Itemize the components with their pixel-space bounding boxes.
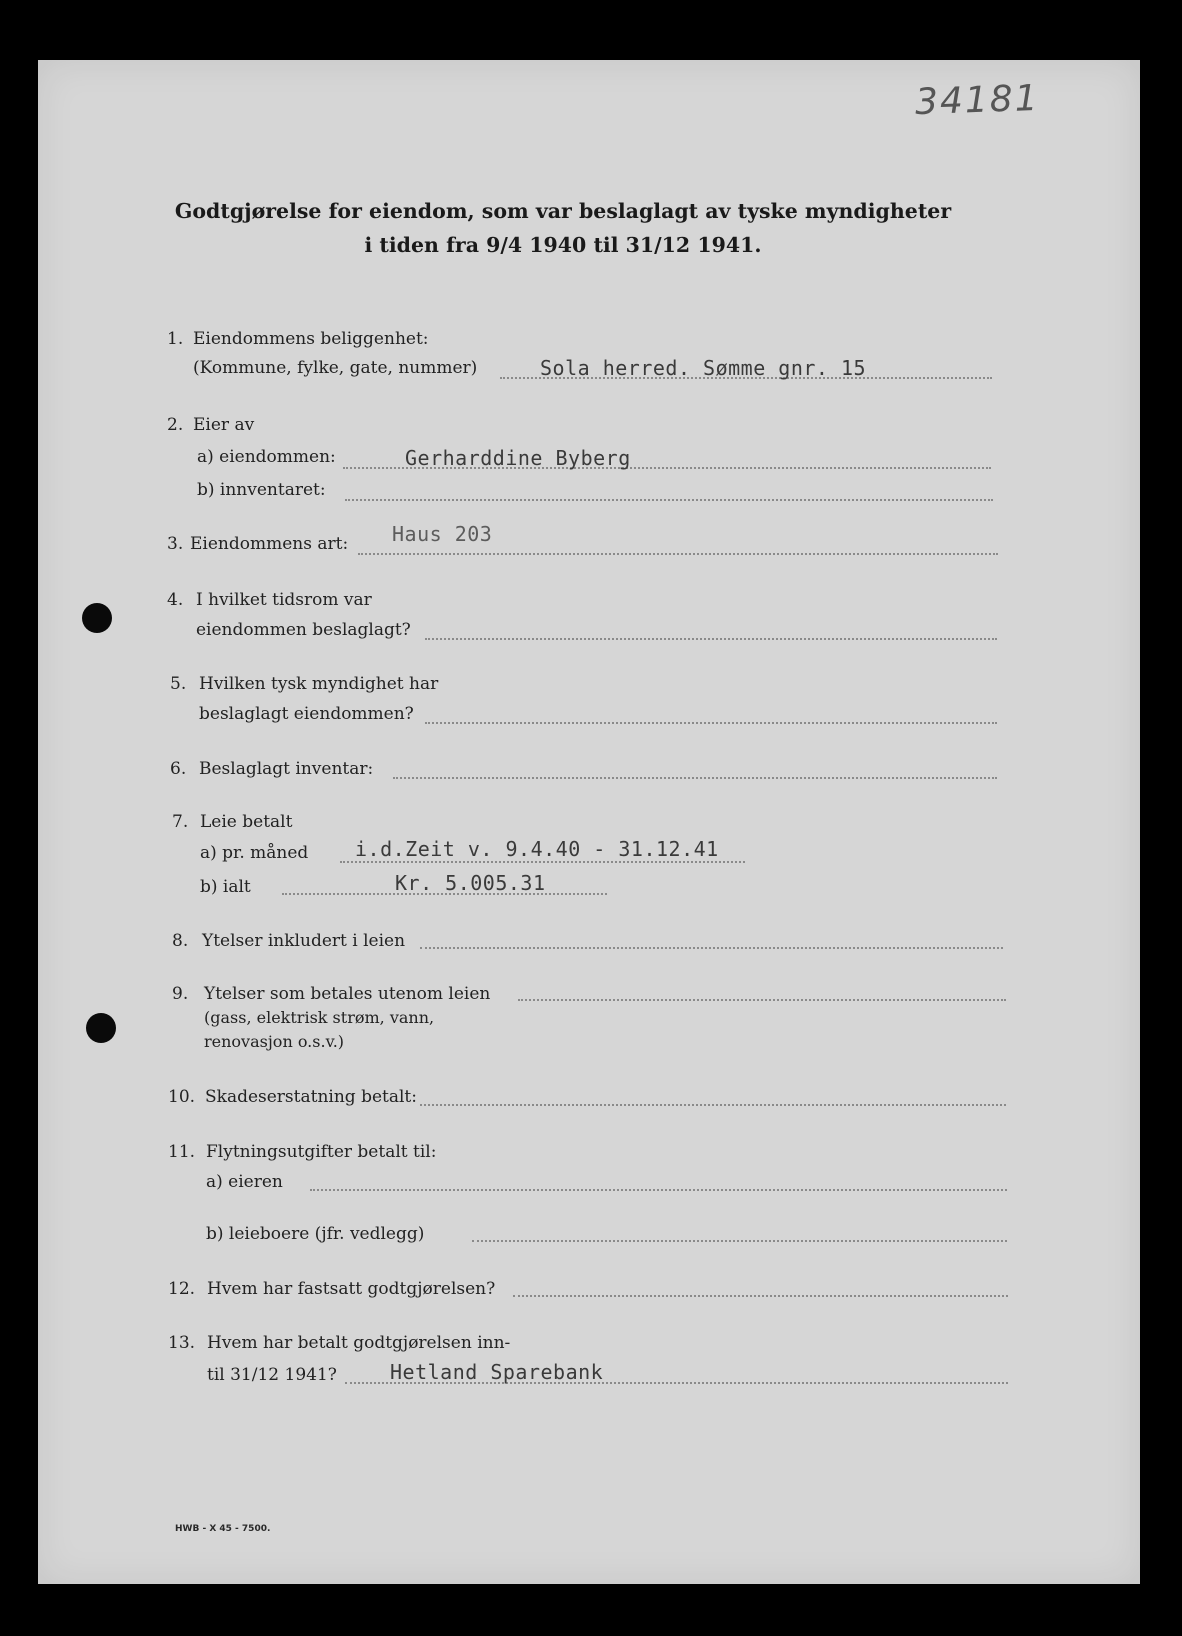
q12-number: 12. <box>168 1279 196 1299</box>
q2b-label: b) innventaret: <box>197 480 326 500</box>
q4-sublabel: eiendommen beslaglagt? <box>196 620 411 640</box>
q1-sublabel: (Kommune, fylke, gate, nummer) <box>193 358 478 378</box>
q9-label: Ytelser som betales utenom leien <box>204 984 491 1004</box>
q2-number: 2. <box>167 415 184 435</box>
punch-hole-bottom <box>86 1013 116 1043</box>
q7a-dotted-line <box>340 861 745 863</box>
q10-label: Skadeserstatning betalt: <box>205 1087 417 1107</box>
q10-number: 10. <box>168 1087 196 1107</box>
q9-dotted-line <box>518 999 1006 1001</box>
q1-answer: Sola herred. Sømme gnr. 15 <box>540 356 867 380</box>
q1-number: 1. <box>167 329 184 349</box>
q4-dotted-line <box>425 638 997 640</box>
q1-label: Eiendommens beliggenhet: <box>193 329 429 349</box>
q7b-answer: Kr. 5.005.31 <box>395 871 546 895</box>
q2-label: Eier av <box>193 415 255 435</box>
q2a-label: a) eiendommen: <box>197 447 336 467</box>
q4-label: I hvilket tidsrom var <box>196 590 372 610</box>
q2a-answer: Gerharddine Byberg <box>405 446 631 470</box>
q9-sublabel-1: (gass, elektrisk strøm, vann, <box>204 1008 435 1027</box>
q13-sublabel: til 31/12 1941? <box>207 1365 337 1385</box>
q7-label: Leie betalt <box>200 812 293 832</box>
q5-sublabel: beslaglagt eiendommen? <box>199 704 414 724</box>
q6-dotted-line <box>393 777 997 779</box>
q2b-dotted-line <box>345 499 993 501</box>
q3-dotted-line <box>358 553 998 555</box>
title-line-2: i tiden fra 9/4 1940 til 31/12 1941. <box>364 233 762 257</box>
q8-number: 8. <box>172 931 189 951</box>
q11b-label: b) leieboere (jfr. vedlegg) <box>206 1224 425 1244</box>
q5-number: 5. <box>170 674 187 694</box>
punch-hole-top <box>82 603 112 633</box>
q13-number: 13. <box>168 1333 196 1353</box>
q3-label: Eiendommens art: <box>190 534 349 554</box>
q8-dotted-line <box>420 947 1003 949</box>
form-title <box>150 194 976 262</box>
q6-number: 6. <box>170 759 187 779</box>
q8-label: Ytelser inkludert i leien <box>202 931 406 951</box>
q11a-label: a) eieren <box>206 1172 283 1192</box>
title-line-1: Godtgjørelse for eiendom, som var beslaglagt av tyske myndigheter <box>174 199 952 223</box>
q9-sublabel-2: renovasjon o.s.v.) <box>204 1032 345 1051</box>
q7b-label: b) ialt <box>200 877 251 897</box>
q13-answer: Hetland Sparebank <box>390 1360 604 1384</box>
q12-dotted-line <box>513 1295 1008 1297</box>
form-footer-code: HWB - X 45 - 7500. <box>175 1524 271 1534</box>
q4-number: 4. <box>167 590 184 610</box>
q13-label: Hvem har betalt godtgjørelsen inn- <box>207 1333 511 1353</box>
handwritten-document-number: 34181 <box>914 77 1041 124</box>
q7a-label: a) pr. måned <box>200 843 309 863</box>
q5-label: Hvilken tysk myndighet har <box>199 674 439 694</box>
q11-number: 11. <box>168 1142 196 1162</box>
q12-label: Hvem har fastsatt godtgjørelsen? <box>207 1279 496 1299</box>
q3-answer: Haus 203 <box>392 522 493 546</box>
q6-label: Beslaglagt inventar: <box>199 759 374 779</box>
q3-number: 3. <box>167 534 184 554</box>
q11a-dotted-line <box>310 1189 1007 1191</box>
q5-dotted-line <box>425 722 997 724</box>
q9-number: 9. <box>172 984 189 1004</box>
q7-number: 7. <box>172 812 189 832</box>
q11-label: Flytningsutgifter betalt til: <box>206 1142 437 1162</box>
q11b-dotted-line <box>472 1240 1007 1242</box>
q10-dotted-line <box>420 1104 1006 1106</box>
q7a-answer: i.d.Zeit v. 9.4.40 - 31.12.41 <box>355 837 719 861</box>
